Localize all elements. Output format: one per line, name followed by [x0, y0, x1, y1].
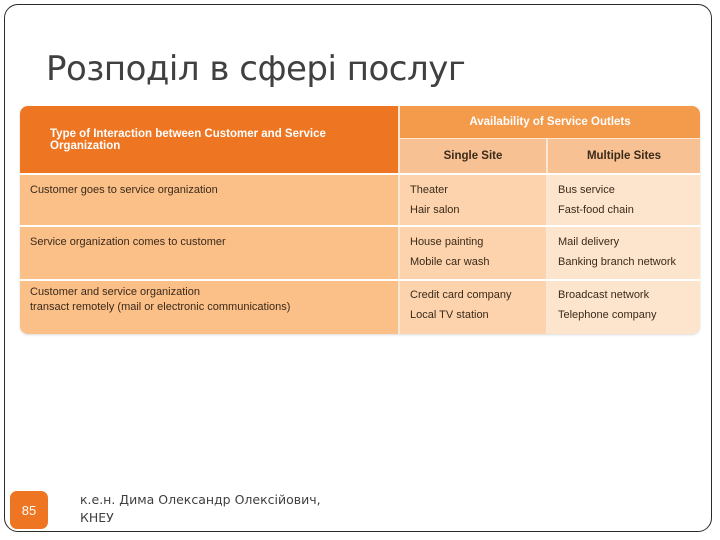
single-site-cell: [400, 175, 546, 225]
multiple-sites-cell: [548, 227, 700, 279]
single-site-example: Credit card company: [410, 289, 512, 301]
multiple-sites-example: Banking branch network: [558, 256, 677, 268]
single-site-example: House painting: [410, 236, 484, 248]
footer-author-line: к.е.н. Дима Олександр Олексійович,: [80, 492, 321, 507]
multiple-sites-example: Fast-food chain: [558, 204, 634, 216]
multiple-sites-cell: [548, 175, 700, 225]
interaction-type-cell: [20, 281, 398, 334]
single-site-example: Theater: [410, 184, 448, 196]
footer-author: [80, 491, 380, 527]
header-availability: Availability of Service Outlets: [400, 106, 700, 138]
table-row: [20, 281, 700, 334]
multiple-sites-example: Bus service: [558, 184, 615, 196]
page-number-badge: 85: [10, 491, 48, 529]
interaction-type-text: Customer and service organization: [30, 286, 200, 298]
interaction-type-text: transact remotely (mail or electronic communications): [30, 301, 291, 313]
multiple-sites-cell: [548, 281, 700, 334]
single-site-cell: [400, 227, 546, 279]
single-site-example: Hair salon: [410, 204, 460, 216]
single-site-example: Local TV station: [410, 309, 489, 321]
footer-institution-line: КНЕУ: [80, 510, 114, 525]
interaction-type-text: Customer goes to service organization: [30, 184, 218, 196]
header-interaction-type: Type of Interaction between Customer and Service Organization: [20, 106, 398, 173]
table-row: [20, 227, 700, 279]
interaction-type-cell: [20, 175, 398, 225]
multiple-sites-example: Telephone company: [558, 309, 657, 321]
header-single-site: Single Site: [400, 139, 546, 173]
interaction-type-text: Service organization comes to customer: [30, 236, 226, 248]
slide-title: Розподіл в сфері послуг: [46, 48, 466, 89]
multiple-sites-example: Mail delivery: [558, 236, 620, 248]
service-distribution-table: [20, 106, 700, 334]
table-row: [20, 175, 700, 225]
interaction-type-cell: [20, 227, 398, 279]
single-site-cell: [400, 281, 546, 334]
multiple-sites-example: Broadcast network: [558, 289, 650, 301]
single-site-example: Mobile car wash: [410, 256, 490, 268]
header-multiple-sites: Multiple Sites: [548, 139, 700, 173]
